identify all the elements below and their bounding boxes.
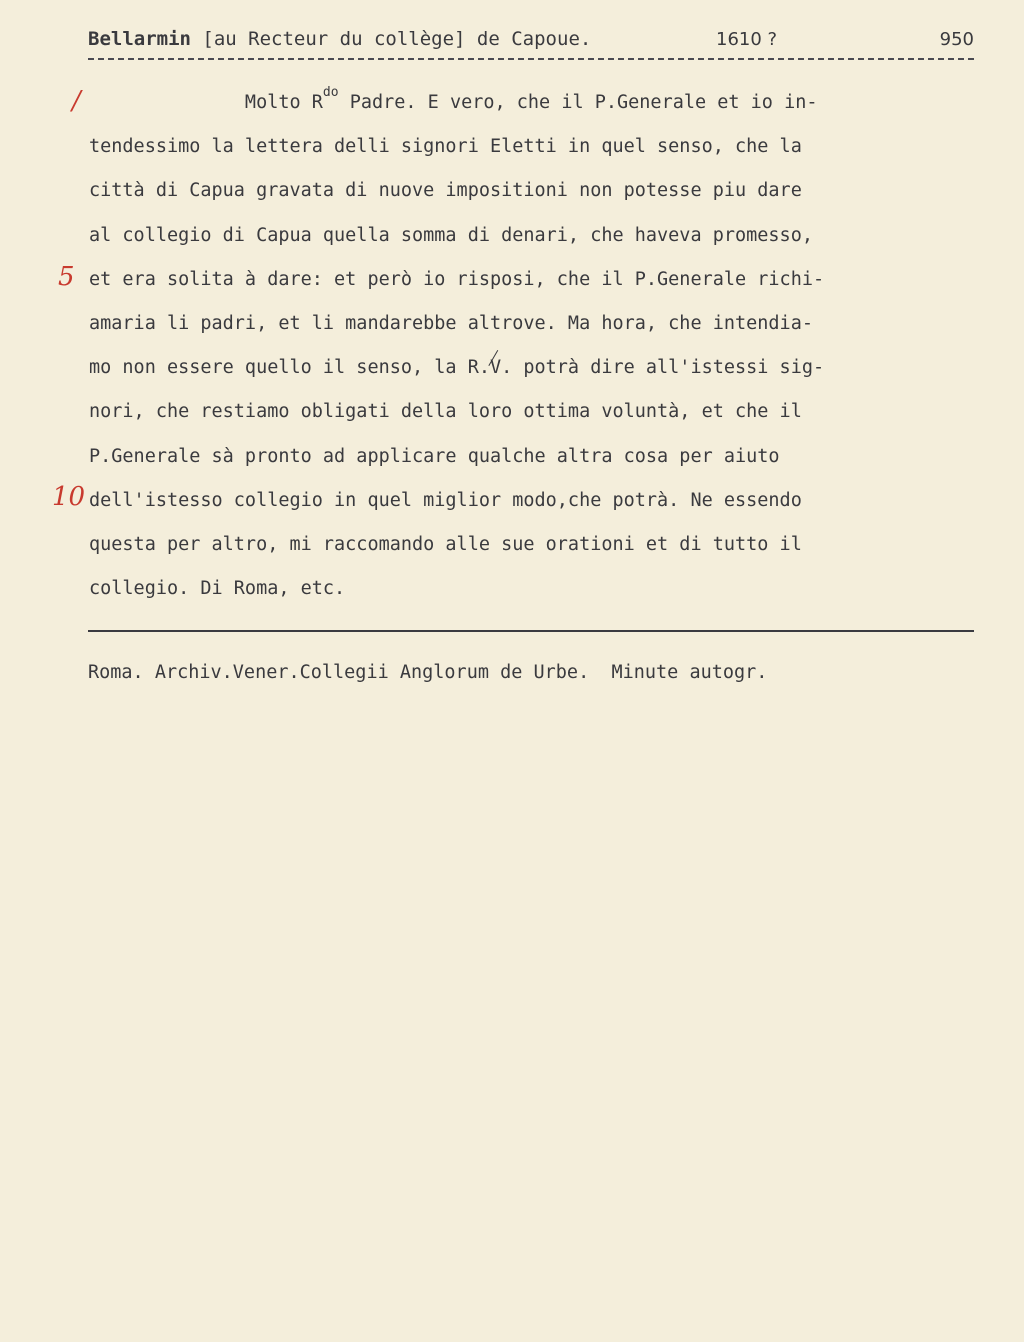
letter-line: dell'istesso collegio in quel miglior modo,che potrà. Ne essendo [89, 489, 802, 511]
archive-source: Roma. Archiv.Vener.Collegii Anglorum de Urbe. Minute autogr. [88, 662, 768, 683]
header-divider [88, 58, 974, 60]
margin-line-number-1: / [72, 86, 81, 116]
letter-line [89, 83, 989, 127]
header-date: 1610 ? [716, 29, 778, 50]
letter-line: città di Capua gravata di nuove impositioni non potesse piu dare [89, 180, 802, 202]
letter-line: nori, che restiamo obligati della loro ottima voluntà, et che il [89, 401, 802, 423]
letter-line: et era solita à dare: et però io risposi, che il P.Generale richi- [89, 268, 825, 290]
letter-body [89, 83, 989, 613]
letter-line: al collegio di Capua quella somma di denari, che haveva promesso, [89, 224, 813, 246]
footer-divider [88, 630, 974, 632]
letter-line: mo non essere quello il senso, la R.V. potrà dire all'istessi sig- [89, 357, 825, 379]
letter-line: collegio. Di Roma, etc. [89, 578, 346, 600]
letter-line-text: Padre. E vero, che il P.Generale et io in- [338, 92, 818, 113]
page-number: 950 [939, 29, 974, 50]
page-header [88, 28, 974, 56]
margin-line-number-10: 10 [52, 482, 86, 512]
letter-line: tendessimo la lettera delli signori Eletti in quel senso, che la [89, 136, 802, 158]
salutation-superscript: do [322, 85, 339, 100]
header-title [88, 28, 591, 50]
header-recipient: [au Recteur du collège] de Capoue. [190, 28, 592, 50]
letter-line: P.Generale sà pronto ad applicare qualche altra cosa per aiuto [89, 445, 780, 467]
salutation: Molto R [89, 92, 323, 113]
letter-line: amaria li padri, et li mandarebbe altrove. Ma hora, che intendia- [89, 312, 813, 334]
margin-line-number-5: 5 [58, 262, 75, 292]
header-author: Bellarmin [88, 28, 191, 50]
letter-line: questa per altro, mi raccomando alle sue orationi et di tutto il [89, 533, 802, 555]
